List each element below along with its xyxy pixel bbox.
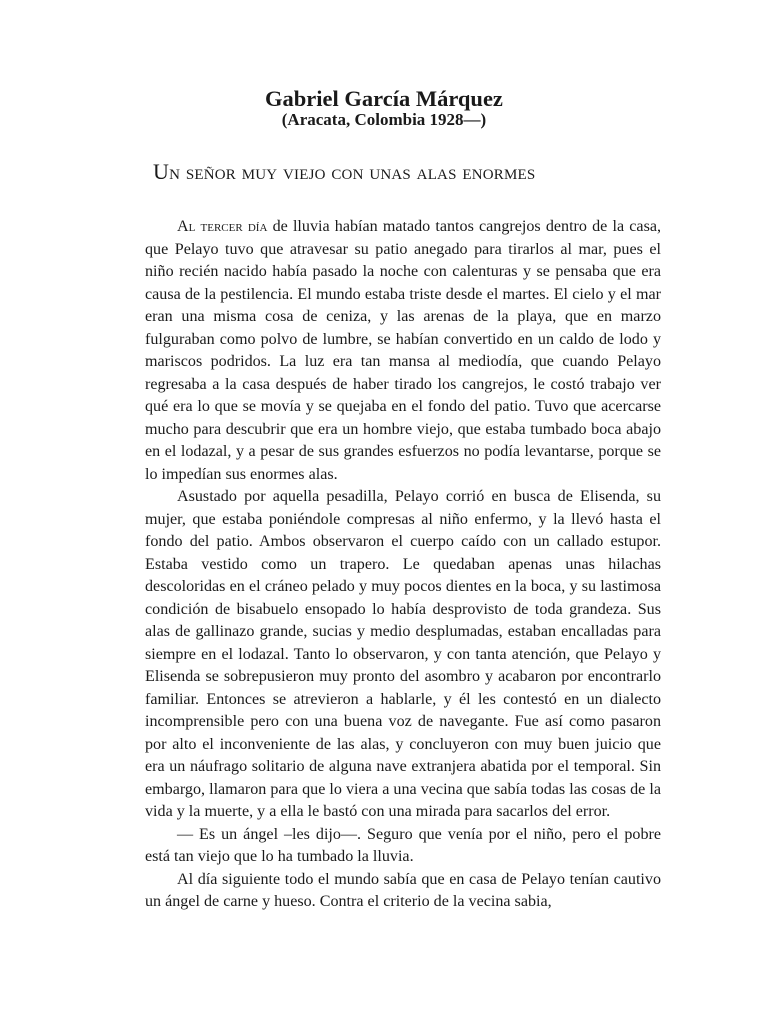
story-body (145, 216, 661, 914)
paragraph-text: de lluvia habían matado tantos cangrejos dentro de la casa, que Pelayo tuvo que atravesar su patio anegado para tirarlos al mar, pues el niño recién nacido había pasado la noche con calenturas y se pensaba que era causa de la pestilencia. El mundo estaba triste desde el martes. El cielo y el mar eran una misma cosa de ceniza, y las arenas de la playa, que en marzo fulguraban como polvo de lumbre, se habían convertido en un caldo de lodo y mariscos podridos. La luz era tan mansa al mediodía, que cuando Pelayo regresaba a la casa después de haber tirado los cangrejos, le costó trabajo ver qué era lo que se movía y se quejaba en el fondo del patio. Tuvo que acercarse mucho para descubrir que era un hombre viejo, que estaba tumbado boca abajo en el lodazal, y a pesar de sus grandes esfuerzos no podía levantarse, porque se lo impedían sus enormes alas. (145, 218, 662, 483)
author-origin: (Aracata, Colombia 1928—) (281, 110, 487, 129)
author-name: Gabriel García Márquez (265, 86, 503, 111)
story-title: Un señor muy viejo con unas alas enormes (153, 159, 536, 184)
paragraph-text: Asustado por aquella pesadilla, Pelayo corrió en busca de Elisenda, su mujer, que estaba poniéndole compresas al niño enfermo, y la llevó hasta el fondo del patio. Ambos observaron el cuerpo caído con un callado estupor. Estaba vestido como un trapero. Le quedaban apenas unas hilachas descoloridas en el cráneo pelado y muy pocos dientes en la boca, y su lastimosa condición de bisabuelo ensopado lo había desprovisto de toda grandeza. Sus alas de gallinazo grande, sucias y medio desplumadas, estaban encalladas para siempre en el lodazal. Tanto lo observaron, y con tanta atención, que Pelayo y Elisenda se sobrepusieron muy pronto del asombro y acabaron por encontrarlo familiar. Entonces se atrevieron a hablarle, y él les contestó en un dialecto incomprensible pero con una buena voz de navegante. Fue así como pasaron por alto el inconveniente de las alas, y concluyeron con muy buen juicio que era un náufrago solitario de alguna nave extranjera abatida por el temporal. Sin embargo, llamaron para que lo viera a una vecina que sabía todas las cosas de la vida y la muerte, y a ella le bastó con una mirada para sacarlos del error. (145, 488, 661, 820)
paragraph-text: Al día siguiente todo el mundo sabía que en casa de Pelayo tenían cautivo un ángel de carne y hueso. Contra el criterio de la vecina sabia, (145, 870, 661, 910)
opening-small-caps: Al tercer día (177, 218, 268, 235)
paragraph (145, 869, 661, 914)
paragraph-text: — Es un ángel –les dijo—. Seguro que venía por el niño, pero el pobre está tan viejo que lo ha tumbado la lluvia. (145, 825, 661, 865)
dialogue-paragraph (145, 824, 661, 869)
paragraph (145, 486, 661, 824)
paragraph (145, 216, 661, 486)
